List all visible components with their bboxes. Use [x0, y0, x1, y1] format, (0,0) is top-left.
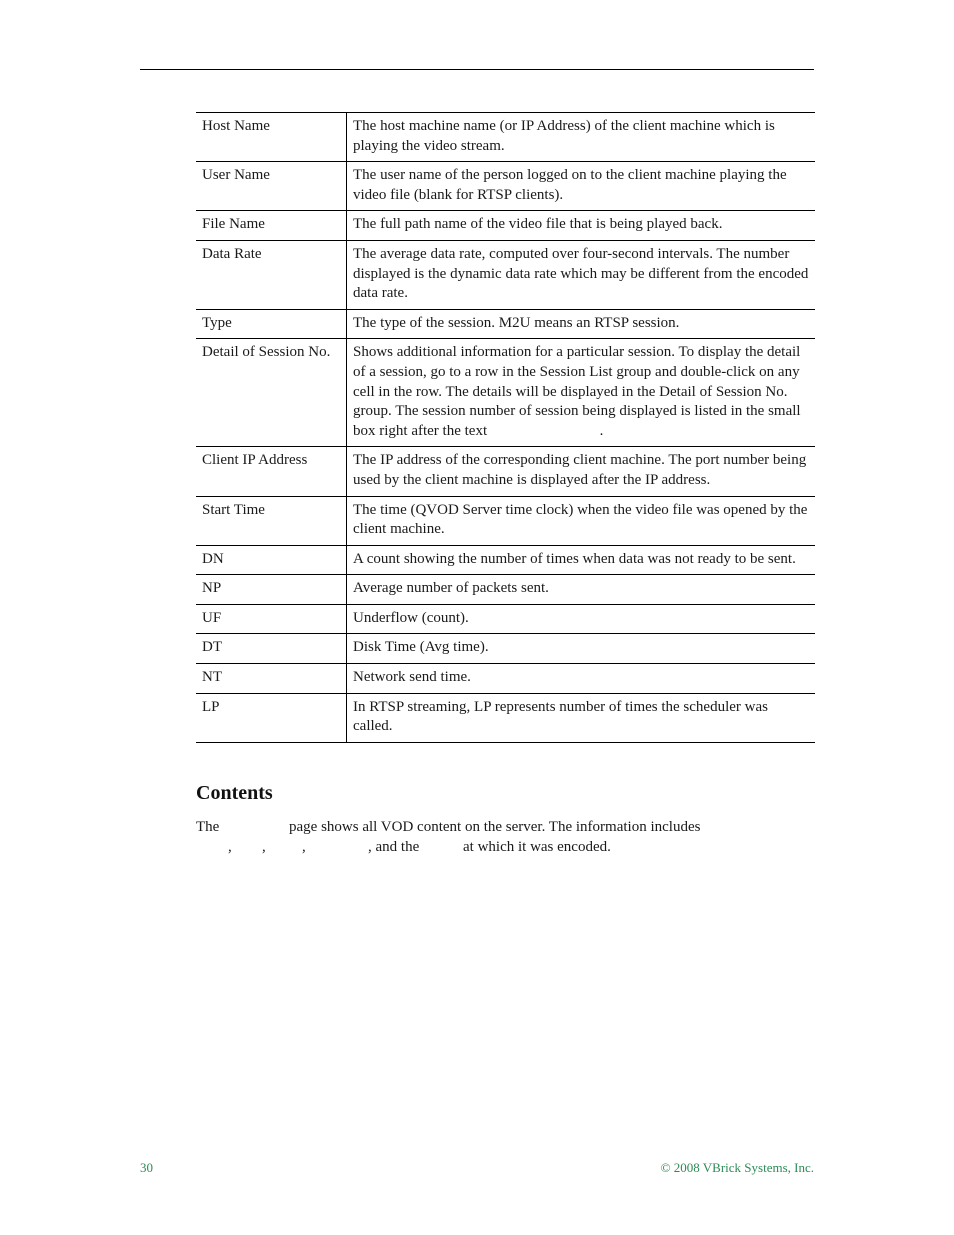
- paragraph-text: ,: [262, 838, 266, 855]
- term-cell: DN: [196, 545, 347, 575]
- table-row: [196, 575, 815, 605]
- header-rule: [140, 69, 814, 70]
- term-cell: DT: [196, 634, 347, 664]
- term-cell: Client IP Address: [196, 447, 347, 496]
- section-heading: Contents: [196, 782, 273, 804]
- term-cell: Host Name: [196, 113, 347, 162]
- description-cell: The host machine name (or IP Address) of the client machine which is playing the video stream.: [347, 113, 816, 162]
- description-cell: In RTSP streaming, LP represents number of times the scheduler was called.: [347, 693, 816, 742]
- description-cell: Average number of packets sent.: [347, 575, 816, 605]
- term-cell: User Name: [196, 162, 347, 211]
- paragraph-line-1: [196, 818, 796, 838]
- table-row: [196, 496, 815, 545]
- term-cell: Detail of Session No.: [196, 339, 347, 447]
- table-row: [196, 447, 815, 496]
- description-cell: Underflow (count).: [347, 604, 816, 634]
- table-row: [196, 664, 815, 694]
- table-row: [196, 240, 815, 309]
- description-cell: The full path name of the video file that is being played back.: [347, 211, 816, 241]
- table-row: [196, 309, 815, 339]
- description-cell: Network send time.: [347, 664, 816, 694]
- table-row: [196, 339, 815, 447]
- paragraph-text: ,: [228, 838, 232, 855]
- paragraph-text: The: [196, 819, 220, 835]
- paragraph-text: page shows all VOD content on the server. The information includes: [289, 819, 701, 835]
- description-cell: The user name of the person logged on to the client machine playing the video file (blank for RTSP clients).: [347, 162, 816, 211]
- table-row: [196, 693, 815, 742]
- page-number: 30: [140, 1160, 153, 1175]
- copyright: © 2008 VBrick Systems, Inc.: [660, 1160, 814, 1175]
- description-cell: The average data rate, computed over four-second intervals. The number displayed is the dynamic data rate which may be different from the encoded data rate.: [347, 240, 816, 309]
- term-cell: File Name: [196, 211, 347, 241]
- table-row: [196, 604, 815, 634]
- definitions-table: [196, 112, 815, 743]
- table-row: [196, 211, 815, 241]
- description-cell: Shows additional information for a particular session. To display the detail of a session, go to a row in the Session List group and double-click on any cell in the row. The details will be displayed in the Detail of Session No. group. The session number of session being displayed is listed in the small box right after the text .: [347, 339, 816, 447]
- table-row: [196, 545, 815, 575]
- section-paragraph: [196, 818, 796, 857]
- term-cell: Start Time: [196, 496, 347, 545]
- description-cell: The IP address of the corresponding client machine. The port number being used by the client machine is displayed after the IP address.: [347, 447, 816, 496]
- table-row: [196, 113, 815, 162]
- paragraph-text: , and the: [368, 838, 420, 855]
- table-row: [196, 634, 815, 664]
- term-cell: NP: [196, 575, 347, 605]
- paragraph-line-2: [196, 838, 796, 858]
- term-cell: LP: [196, 693, 347, 742]
- description-cell: Disk Time (Avg time).: [347, 634, 816, 664]
- paragraph-text: at which it was encoded.: [463, 838, 611, 855]
- table-row: [196, 162, 815, 211]
- term-cell: NT: [196, 664, 347, 694]
- term-cell: UF: [196, 604, 347, 634]
- description-cell: The type of the session. M2U means an RTSP session.: [347, 309, 816, 339]
- description-cell: A count showing the number of times when data was not ready to be sent.: [347, 545, 816, 575]
- term-cell: Type: [196, 309, 347, 339]
- paragraph-text: ,: [302, 838, 306, 855]
- description-cell: The time (QVOD Server time clock) when the video file was opened by the client machine.: [347, 496, 816, 545]
- term-cell: Data Rate: [196, 240, 347, 309]
